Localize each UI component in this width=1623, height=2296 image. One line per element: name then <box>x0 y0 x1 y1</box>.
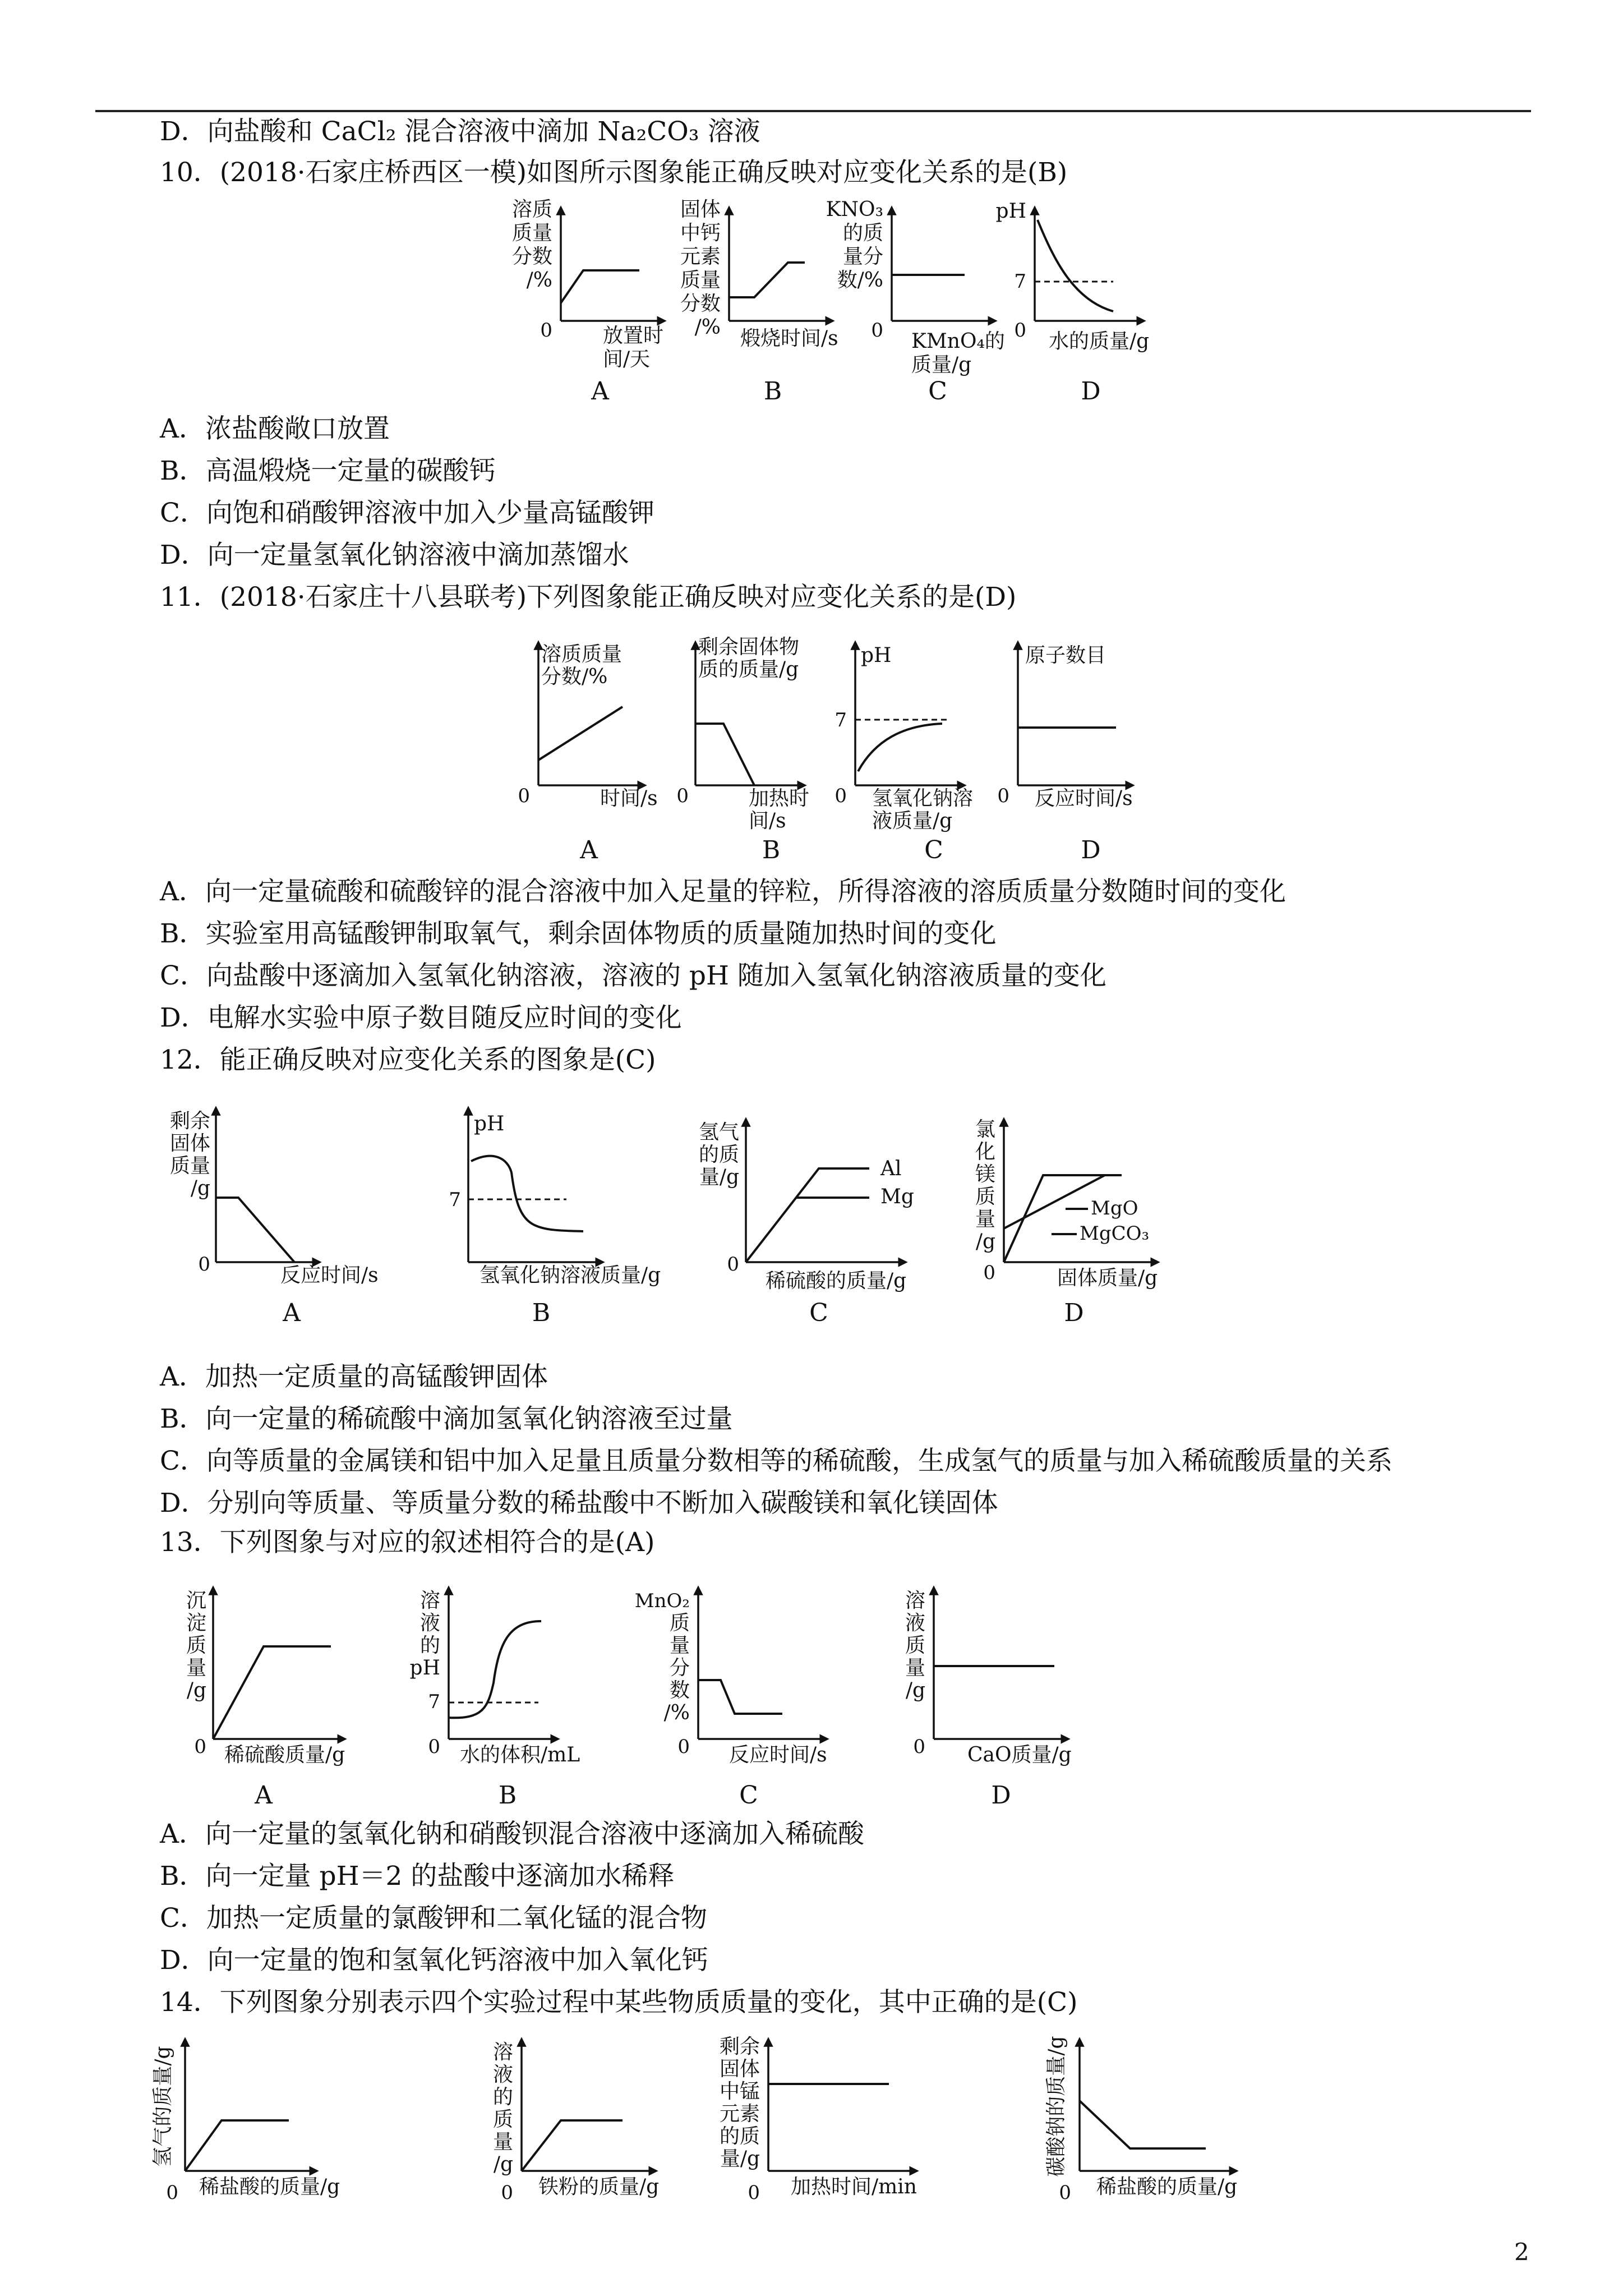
y-label-line: 中钙 <box>680 222 721 245</box>
top-rule <box>95 110 1531 112</box>
origin-label: 0 <box>913 1736 925 1758</box>
series-label: MgCO₃ <box>1080 1222 1150 1245</box>
y-label-line: 镁 <box>975 1163 995 1186</box>
figure-label: A <box>255 1781 273 1810</box>
origin-label: 0 <box>727 1253 739 1276</box>
y-label-line: /g <box>493 2153 513 2176</box>
y-label-line: /% <box>694 316 721 339</box>
y-label-line: 量 <box>975 1208 995 1231</box>
q12-graph-a <box>170 1110 379 1327</box>
figure-label: D <box>1081 377 1101 406</box>
y-label-line: 质量 <box>680 269 721 292</box>
origin-label: 0 <box>198 1253 210 1276</box>
q11-graph-b <box>676 636 809 864</box>
q13-option-b: B．向一定量 pH＝2 的盐酸中逐滴加水稀释 <box>160 1861 675 1892</box>
y-label-line: 质 <box>669 1612 690 1635</box>
q13-graph-a <box>186 1589 345 1810</box>
origin-label: 0 <box>677 1736 690 1758</box>
origin-label: 0 <box>676 785 689 807</box>
q13-graph-b <box>410 1589 580 1810</box>
y-label-line: KNO₃ <box>826 198 883 221</box>
figure-label: C <box>739 1781 758 1810</box>
y-label-line: 量 <box>905 1657 925 1680</box>
q12-graph-c <box>699 1121 914 1327</box>
y-label: 原子数目 <box>1025 644 1106 667</box>
x-label: 稀硫酸质量/g <box>224 1743 345 1766</box>
x-label: 氢氧化钠溶液质量/g <box>479 1264 661 1287</box>
q10-option-a: A．浓盐酸敞口放置 <box>160 413 390 444</box>
y-label-line: /% <box>663 1701 690 1724</box>
x-label: 反应时间/s <box>1035 787 1133 810</box>
x-label-line: KMnO₄的 <box>911 330 1005 353</box>
q11-stem: 11．(2018·石家庄十八县联考)下列图象能正确反映对应变化关系的是(D) <box>160 582 1017 613</box>
origin-label: 0 <box>1014 319 1026 342</box>
origin-label: 0 <box>871 319 883 342</box>
x-label-line: 间/s <box>749 809 786 832</box>
x-label: 固体质量/g <box>1057 1267 1158 1290</box>
origin-label: 0 <box>997 785 1009 807</box>
x-label-line: 氢氧化钠溶 <box>872 787 974 810</box>
x-label: 铁粉的质量/g <box>538 2175 660 2198</box>
y-label-line: 量 <box>186 1657 206 1680</box>
q13-option-a: A．向一定量的氢氧化钠和硝酸钡混合溶液中逐滴加入稀硫酸 <box>160 1819 864 1849</box>
y-label-line: 液 <box>905 1612 925 1635</box>
y-label-line: /g <box>190 1177 210 1200</box>
y-label-line: MnO₂ <box>634 1590 690 1612</box>
y-label-line: 量/g <box>699 1166 739 1189</box>
series-label: Mg <box>880 1185 914 1208</box>
tick-label: 7 <box>834 709 847 731</box>
y-label-line: 分 <box>669 1657 690 1680</box>
y-label-line: 淀 <box>186 1612 206 1635</box>
figure-label: B <box>763 377 782 406</box>
y-label-line: 剩余 <box>719 2035 760 2058</box>
figure-label: A <box>580 836 598 864</box>
x-label: CaO质量/g <box>967 1743 1072 1766</box>
figure-label: B <box>498 1781 517 1810</box>
figure-label: B <box>532 1299 551 1327</box>
y-label-line: 的质 <box>719 2125 760 2148</box>
q10-option-b: B．高温煅烧一定量的碳酸钙 <box>160 455 496 486</box>
y-label-line: 剩余固体物 <box>698 636 800 659</box>
y-label-line: 固体 <box>169 1132 210 1155</box>
x-label: 加热时间/min <box>791 2175 917 2198</box>
x-label: 煅烧时间/s <box>740 327 838 350</box>
q10-option-c: C．向饱和硝酸钾溶液中加入少量高锰酸钾 <box>160 498 654 528</box>
figure-label: D <box>1081 836 1101 864</box>
q11-option-b: B．实验室用高锰酸钾制取氧气，剩余固体物质的质量随加热时间的变化 <box>160 918 997 949</box>
origin-label: 0 <box>501 2182 513 2204</box>
y-label: 氢气的质量/g <box>151 2046 174 2167</box>
y-label-line: 质 <box>905 1634 925 1657</box>
x-label: 时间/s <box>600 787 658 810</box>
y-label-line: 固体 <box>719 2058 760 2081</box>
y-label-line: 剩余 <box>169 1110 210 1133</box>
y-label-line: 液 <box>419 1612 440 1635</box>
q11-option-c: C．向盐酸中逐滴加入氢氧化钠溶液，溶液的 pH 随加入氢氧化钠溶液质量的变化 <box>160 960 1106 991</box>
y-label-line: 数 <box>669 1679 690 1702</box>
tick-label: 7 <box>1014 270 1026 293</box>
origin-label: 0 <box>540 319 552 342</box>
y-label-line: 质 <box>492 2108 513 2131</box>
figure-label: C <box>928 377 947 406</box>
x-label: 水的体积/mL <box>460 1743 580 1766</box>
y-label-line: 溶 <box>492 2041 513 2064</box>
series-label: Al <box>880 1157 902 1180</box>
y-label-line: 质 <box>975 1185 995 1208</box>
q12-graph-b <box>449 1111 661 1327</box>
y-label-line: 溶 <box>419 1589 440 1612</box>
figure-label: D <box>1064 1299 1084 1327</box>
y-label-line: 的 <box>419 1634 440 1657</box>
x-label-line: 质量/g <box>911 353 972 376</box>
y-label-line: 分数/% <box>541 665 608 688</box>
y-label: pH <box>861 644 892 667</box>
page-number: 2 <box>1514 2238 1529 2266</box>
x-label-line: 液质量/g <box>872 809 953 832</box>
figure-label: D <box>991 1781 1011 1810</box>
y-label-line: 分数 <box>511 245 552 268</box>
q10-graph-d <box>996 200 1150 406</box>
q12-option-d: D．分别向等质量、等质量分数的稀盐酸中不断加入碳酸镁和氧化镁固体 <box>160 1488 998 1519</box>
y-label-line: 溶质 <box>511 198 552 221</box>
y-label-line: 量/g <box>720 2147 760 2170</box>
x-label: 稀盐酸的质量/g <box>1096 2175 1238 2198</box>
x-label: 反应时间/s <box>280 1264 379 1287</box>
q12-option-a: A．加热一定质量的高锰酸钾固体 <box>160 1361 548 1392</box>
q12-option-b: B．向一定量的稀硫酸中滴加氢氧化钠溶液至过量 <box>160 1404 733 1434</box>
q14-graph-c <box>720 2035 917 2204</box>
q10-graph-c <box>826 198 1005 406</box>
x-label-line: 加热时 <box>749 787 810 810</box>
y-label-line: 的质 <box>698 1143 739 1166</box>
q10-graph-a <box>512 198 663 406</box>
q10-graph-b <box>680 198 838 406</box>
x-label: 水的质量/g <box>1049 330 1150 353</box>
y-label-line: 元素 <box>719 2102 760 2125</box>
y-label-line: 质 <box>186 1634 206 1657</box>
origin-label: 0 <box>428 1736 440 1758</box>
origin-label: 0 <box>748 2182 760 2204</box>
y-label-line: 的质 <box>842 222 883 245</box>
figure-label: C <box>809 1299 828 1327</box>
q14-graph-d <box>1045 2036 1237 2204</box>
y-label-line: 溶 <box>905 1589 925 1612</box>
y-label-line: 量 <box>669 1634 690 1657</box>
q14-graph-b <box>493 2041 659 2204</box>
y-label-line: 数/% <box>837 269 883 292</box>
y-label-line: 中锰 <box>719 2080 760 2103</box>
y-label-line: 量分 <box>842 245 883 268</box>
y-label-line: 质的质量/g <box>698 658 799 681</box>
y-label-line: /g <box>186 1679 206 1702</box>
figure-label: A <box>283 1299 301 1327</box>
q13-option-d: D．向一定量的饱和氢氧化钙溶液中加入氧化钙 <box>160 1945 708 1976</box>
q11-option-a: A．向一定量硫酸和硫酸锌的混合溶液中加入足量的锌粒，所得溶液的溶质质量分数随时间的变化 <box>160 876 1286 907</box>
q11-graph-d <box>997 644 1132 864</box>
y-label: pH <box>474 1112 505 1135</box>
y-label-line: 元素 <box>680 245 721 268</box>
y-label-line: 溶质质量 <box>541 643 623 666</box>
q9-option-d: D．向盐酸和 CaCl₂ 混合溶液中滴加 Na₂CO₃ 溶液 <box>160 116 760 147</box>
origin-label: 0 <box>166 2182 178 2204</box>
x-label-line: 间/天 <box>603 348 651 371</box>
origin-label: 0 <box>194 1736 206 1758</box>
y-label-line: 的 <box>492 2086 513 2109</box>
series-label: MgO <box>1091 1197 1138 1220</box>
y-label-line: 液 <box>492 2063 513 2086</box>
figure-label: B <box>762 836 781 864</box>
q10-option-d: D．向一定量氢氧化钠溶液中滴加蒸馏水 <box>160 540 629 570</box>
q13-graph-c <box>635 1590 827 1810</box>
origin-label: 0 <box>1059 2182 1071 2204</box>
origin-label: 0 <box>834 785 847 807</box>
origin-label: 0 <box>983 1262 995 1284</box>
q13-graph-d <box>905 1589 1072 1810</box>
q14-stem: 14．下列图象分别表示四个实验过程中某些物质质量的变化，其中正确的是(C) <box>160 1987 1078 2018</box>
x-label: 稀盐酸的质量/g <box>199 2175 340 2198</box>
x-label: 反应时间/s <box>729 1743 827 1766</box>
y-label-line: 氢气 <box>698 1121 739 1144</box>
y-label-line: 质量 <box>511 222 552 245</box>
y-label: pH <box>995 200 1026 223</box>
q10-stem: 10．(2018·石家庄桥西区一模)如图所示图象能正确反映对应变化关系的是(B) <box>160 157 1068 188</box>
y-label-line: 质量 <box>169 1154 210 1177</box>
q14-graph-a <box>151 2042 340 2204</box>
y-label-line: 分数 <box>680 292 721 315</box>
x-label-line: 放置时 <box>603 324 664 347</box>
q12-stem: 12．能正确反映对应变化关系的图象是(C) <box>160 1045 656 1075</box>
q13-stem: 13．下列图象与对应的叙述相符合的是(A) <box>160 1527 655 1558</box>
y-label-line: 化 <box>975 1140 995 1163</box>
q12-graph-d <box>975 1118 1158 1327</box>
y-label-line: 固体 <box>680 198 721 221</box>
figure-label: A <box>591 377 609 406</box>
q11-graph-c <box>834 644 973 864</box>
y-label-line: 氯 <box>975 1118 995 1141</box>
tick-label: 7 <box>449 1189 461 1211</box>
y-label-line: /% <box>526 269 552 292</box>
y-label: 碳酸钠的质量/g <box>1045 2036 1068 2177</box>
x-label: 稀硫酸的质量/g <box>766 1269 907 1292</box>
y-label-line: pH <box>409 1657 440 1680</box>
q12-option-c: C．向等质量的金属镁和铝中加入足量且质量分数相等的稀硫酸，生成氢气的质量与加入稀硫酸质量的关系 <box>160 1446 1393 1476</box>
tick-label: 7 <box>428 1691 440 1713</box>
figure-label: C <box>924 836 943 864</box>
q13-option-c: C．加热一定质量的氯酸钾和二氧化锰的混合物 <box>160 1903 707 1934</box>
q11-graph-a <box>518 643 657 864</box>
y-label-line: /g <box>975 1230 995 1253</box>
q11-option-d: D．电解水实验中原子数目随反应时间的变化 <box>160 1002 682 1033</box>
y-label-line: 沉 <box>186 1589 206 1612</box>
y-label-line: 量 <box>492 2131 513 2154</box>
y-label-line: /g <box>905 1679 925 1702</box>
origin-label: 0 <box>518 785 530 807</box>
